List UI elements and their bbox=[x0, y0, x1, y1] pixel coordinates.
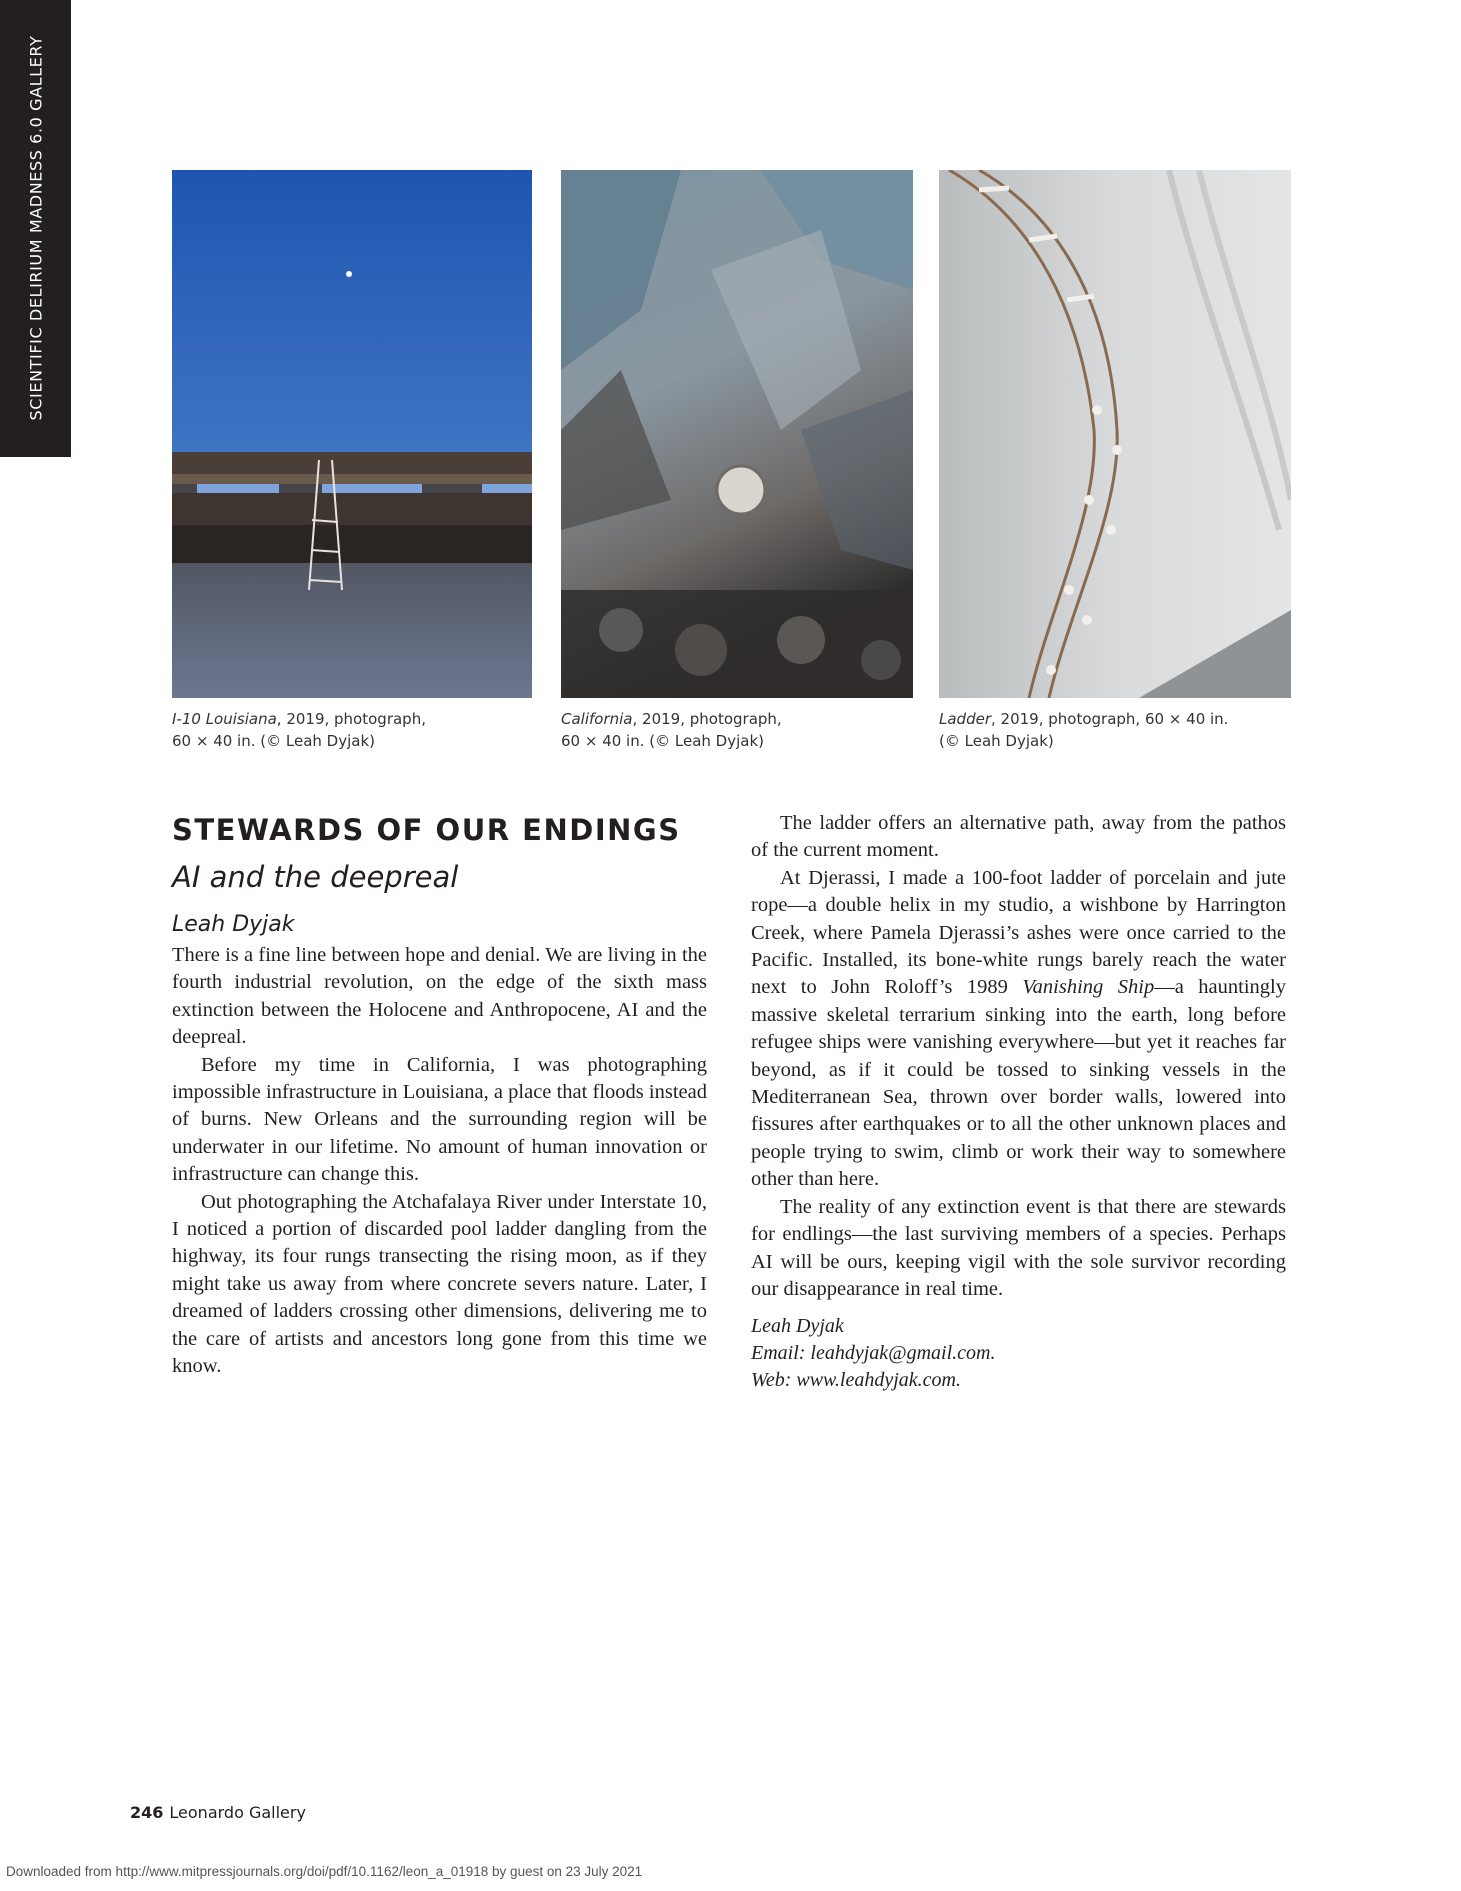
article-author: Leah Dyjak bbox=[172, 912, 295, 937]
body-paragraph: The reality of any extinction event is that there are stewards for endlings—the last surviving members of a species. Perhaps AI will be ours, keeping vigil with the sole survivor recording our disappearance in real time. bbox=[751, 1195, 1286, 1300]
caption-title: Ladder bbox=[939, 710, 991, 728]
caption-details: , 2019, photograph, bbox=[632, 710, 782, 728]
figure-caption bbox=[172, 708, 512, 752]
caption-details-line2: (© Leah Dyjak) bbox=[939, 732, 1054, 750]
article-subtitle: AI and the deepreal bbox=[172, 860, 459, 894]
section-tab-label: SCIENTIFIC DELIRIUM MADNESS 6.0 GALLERY bbox=[26, 35, 46, 421]
page-number: 246 bbox=[130, 1803, 164, 1822]
caption-title: I-10 Louisiana bbox=[172, 710, 277, 728]
body-paragraph: Before my time in California, I was photographing impossible infrastructure in Louisiana, a place that floods instead of burns. New Orleans and the surrounding region will be underwater in our lifetime. No amount of human innovation or infrastructure can change this. bbox=[172, 1053, 707, 1186]
photo-california bbox=[561, 170, 913, 698]
body-text: At Djerassi, I made a 100-foot ladder of porcelain and jute rope—a double helix in my studio, a wishbone by Harrington Creek, where Pamela Djerassi’s ashes were once carried to the Pacific. Installed, its bone-white rungs barely reach the water next to John Roloff’s 1989 bbox=[751, 866, 1286, 999]
photo-ladder bbox=[939, 170, 1291, 698]
figure-caption bbox=[939, 708, 1279, 752]
caption-details: , 2019, photograph, bbox=[276, 710, 426, 728]
author-signature bbox=[751, 1313, 1286, 1394]
body-paragraph bbox=[751, 865, 1286, 1194]
body-text: —a hauntingly massive skeletal terrarium sinking into the earth, long before refugee ships were vanishing everywhere—but yet it reaches far beyond, as if it could be tossed to sinking vessels in the Mediterranean Sea, thrown over border walls, lowered into fissures after earthquakes or to all the other unknown places and people trying to swim, climb or work their way to somewhere other than here. bbox=[751, 976, 1286, 1191]
artwork-title: Vanishing Ship bbox=[1022, 976, 1155, 999]
signature-email: Email: leahdyjak@gmail.com. bbox=[751, 1342, 996, 1365]
body-paragraph: The ladder offers an alternative path, away from the pathos of the current moment. bbox=[751, 812, 1286, 862]
caption-title: California bbox=[561, 710, 633, 728]
article-column-left bbox=[172, 810, 707, 1381]
figure-caption bbox=[561, 708, 901, 752]
caption-details-line2: 60 × 40 in. (© Leah Dyjak) bbox=[561, 732, 764, 750]
signature-web: Web: www.leahdyjak.com. bbox=[751, 1369, 961, 1392]
caption-details: , 2019, photograph, 60 × 40 in. bbox=[991, 710, 1229, 728]
body-paragraph: There is a fine line between hope and denial. We are living in the fourth industrial revolution, on the edge of the sixth mass extinction between the Holocene and Anthropocene, AI and the deepreal. bbox=[172, 944, 707, 1049]
download-notice: Downloaded from http://www.mitpressjournals.org/doi/pdf/10.1162/leon_a_01918 by guest on 23 July 2021 bbox=[6, 1864, 643, 1879]
article-column-right bbox=[751, 810, 1286, 1394]
article-title: STEWARDS OF OUR ENDINGS bbox=[172, 813, 681, 847]
page-footer bbox=[130, 1803, 306, 1822]
body-paragraph: Out photographing the Atchafalaya River under Interstate 10, I noticed a portion of discarded pool ladder dangling from the highway, its four rungs transecting the rising moon, as if they might take us away from where concrete severs nature. Later, I dreamed of ladders crossing other dimensions, delivering me to the care of artists and ancestors long gone from this time we know. bbox=[172, 1190, 707, 1378]
signature-name: Leah Dyjak bbox=[751, 1315, 844, 1338]
footer-section: Leonardo Gallery bbox=[169, 1803, 306, 1822]
caption-details-line2: 60 × 40 in. (© Leah Dyjak) bbox=[172, 732, 375, 750]
section-tab bbox=[0, 0, 71, 457]
photo-i10-louisiana bbox=[172, 170, 532, 698]
